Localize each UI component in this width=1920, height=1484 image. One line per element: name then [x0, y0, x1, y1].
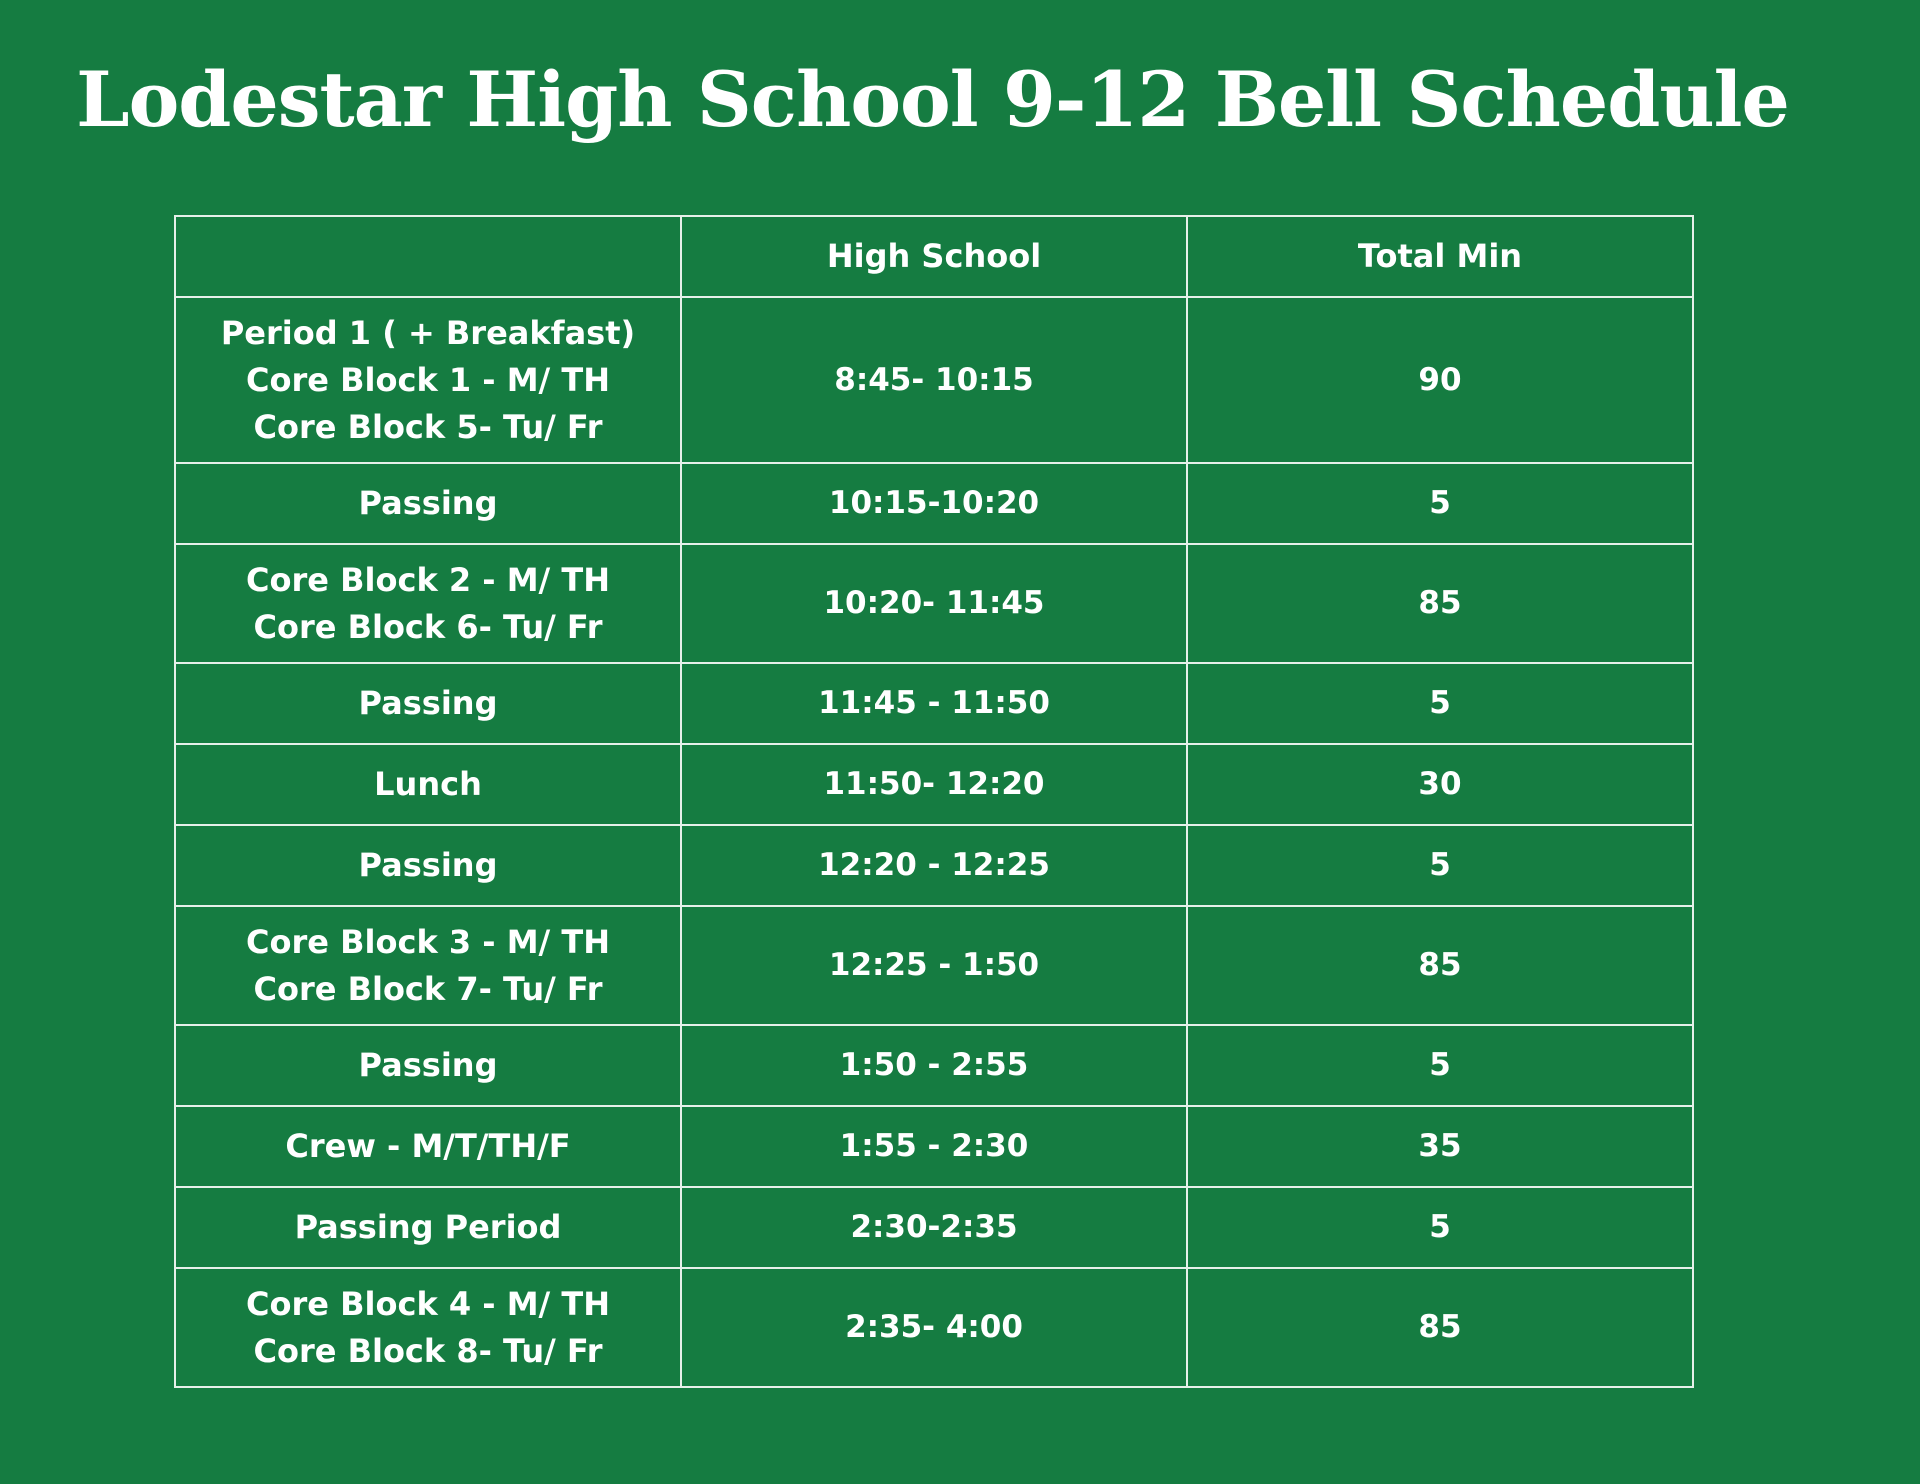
period-cell — [175, 544, 681, 663]
time-cell: 11:45 - 11:50 — [681, 663, 1187, 744]
minutes-cell: 5 — [1187, 1187, 1693, 1268]
table-row — [175, 463, 1693, 544]
table-row — [175, 663, 1693, 744]
period-cell — [175, 825, 681, 906]
period-label-line: Core Block 3 - M/ TH — [246, 922, 610, 961]
period-label-line: Core Block 4 - M/ TH — [246, 1284, 610, 1323]
time-cell: 2:35- 4:00 — [681, 1268, 1187, 1387]
period-label-line: Lunch — [374, 765, 482, 803]
minutes-cell: 5 — [1187, 825, 1693, 906]
period-cell — [175, 744, 681, 825]
table-row — [175, 1025, 1693, 1106]
period-cell — [175, 1187, 681, 1268]
time-cell: 12:20 - 12:25 — [681, 825, 1187, 906]
period-cell — [175, 1106, 681, 1187]
table-header-row — [175, 216, 1693, 297]
minutes-cell: 5 — [1187, 663, 1693, 744]
time-cell: 1:55 - 2:30 — [681, 1106, 1187, 1187]
time-cell: 10:20- 11:45 — [681, 544, 1187, 663]
minutes-cell: 5 — [1187, 463, 1693, 544]
header-period — [175, 216, 681, 297]
period-label-line: Core Block 6- Tu/ Fr — [253, 607, 603, 646]
period-label-line: Passing — [358, 684, 498, 722]
minutes-cell: 85 — [1187, 544, 1693, 663]
period-label-line: Passing — [358, 1046, 498, 1084]
period-label-line: Period 1 ( + Breakfast) — [220, 313, 636, 352]
period-cell — [175, 297, 681, 463]
period-label-line: Passing — [358, 846, 498, 884]
period-label-line: Core Block 2 - M/ TH — [246, 560, 610, 599]
table-row — [175, 1187, 1693, 1268]
time-cell: 8:45- 10:15 — [681, 297, 1187, 463]
period-label-line: Core Block 1 - M/ TH — [246, 360, 610, 399]
table-row — [175, 297, 1693, 463]
period-label-line: Core Block 5- Tu/ Fr — [253, 407, 603, 446]
table-row — [175, 544, 1693, 663]
period-cell — [175, 663, 681, 744]
minutes-cell: 85 — [1187, 1268, 1693, 1387]
table-row — [175, 744, 1693, 825]
period-label-line: Core Block 7- Tu/ Fr — [253, 969, 603, 1008]
table-row — [175, 825, 1693, 906]
time-cell: 2:30-2:35 — [681, 1187, 1187, 1268]
time-cell: 1:50 - 2:55 — [681, 1025, 1187, 1106]
period-cell — [175, 906, 681, 1025]
period-cell — [175, 1268, 681, 1387]
period-label-line: Core Block 8- Tu/ Fr — [253, 1331, 603, 1370]
time-cell: 10:15-10:20 — [681, 463, 1187, 544]
time-cell: 12:25 - 1:50 — [681, 906, 1187, 1025]
bell-schedule-table — [174, 215, 1694, 1388]
minutes-cell: 85 — [1187, 906, 1693, 1025]
minutes-cell: 90 — [1187, 297, 1693, 463]
period-label-line: Passing Period — [294, 1208, 562, 1246]
period-cell — [175, 1025, 681, 1106]
header-high-school: High School — [681, 216, 1187, 297]
table-row — [175, 1106, 1693, 1187]
minutes-cell: 30 — [1187, 744, 1693, 825]
minutes-cell: 5 — [1187, 1025, 1693, 1106]
table-row — [175, 1268, 1693, 1387]
page-title: Lodestar High School 9-12 Bell Schedule — [76, 55, 1789, 144]
period-label-line: Crew - M/T/TH/F — [285, 1127, 571, 1165]
minutes-cell: 35 — [1187, 1106, 1693, 1187]
table-row — [175, 906, 1693, 1025]
period-cell — [175, 463, 681, 544]
time-cell: 11:50- 12:20 — [681, 744, 1187, 825]
header-total-min: Total Min — [1187, 216, 1693, 297]
period-label-line: Passing — [358, 484, 498, 522]
